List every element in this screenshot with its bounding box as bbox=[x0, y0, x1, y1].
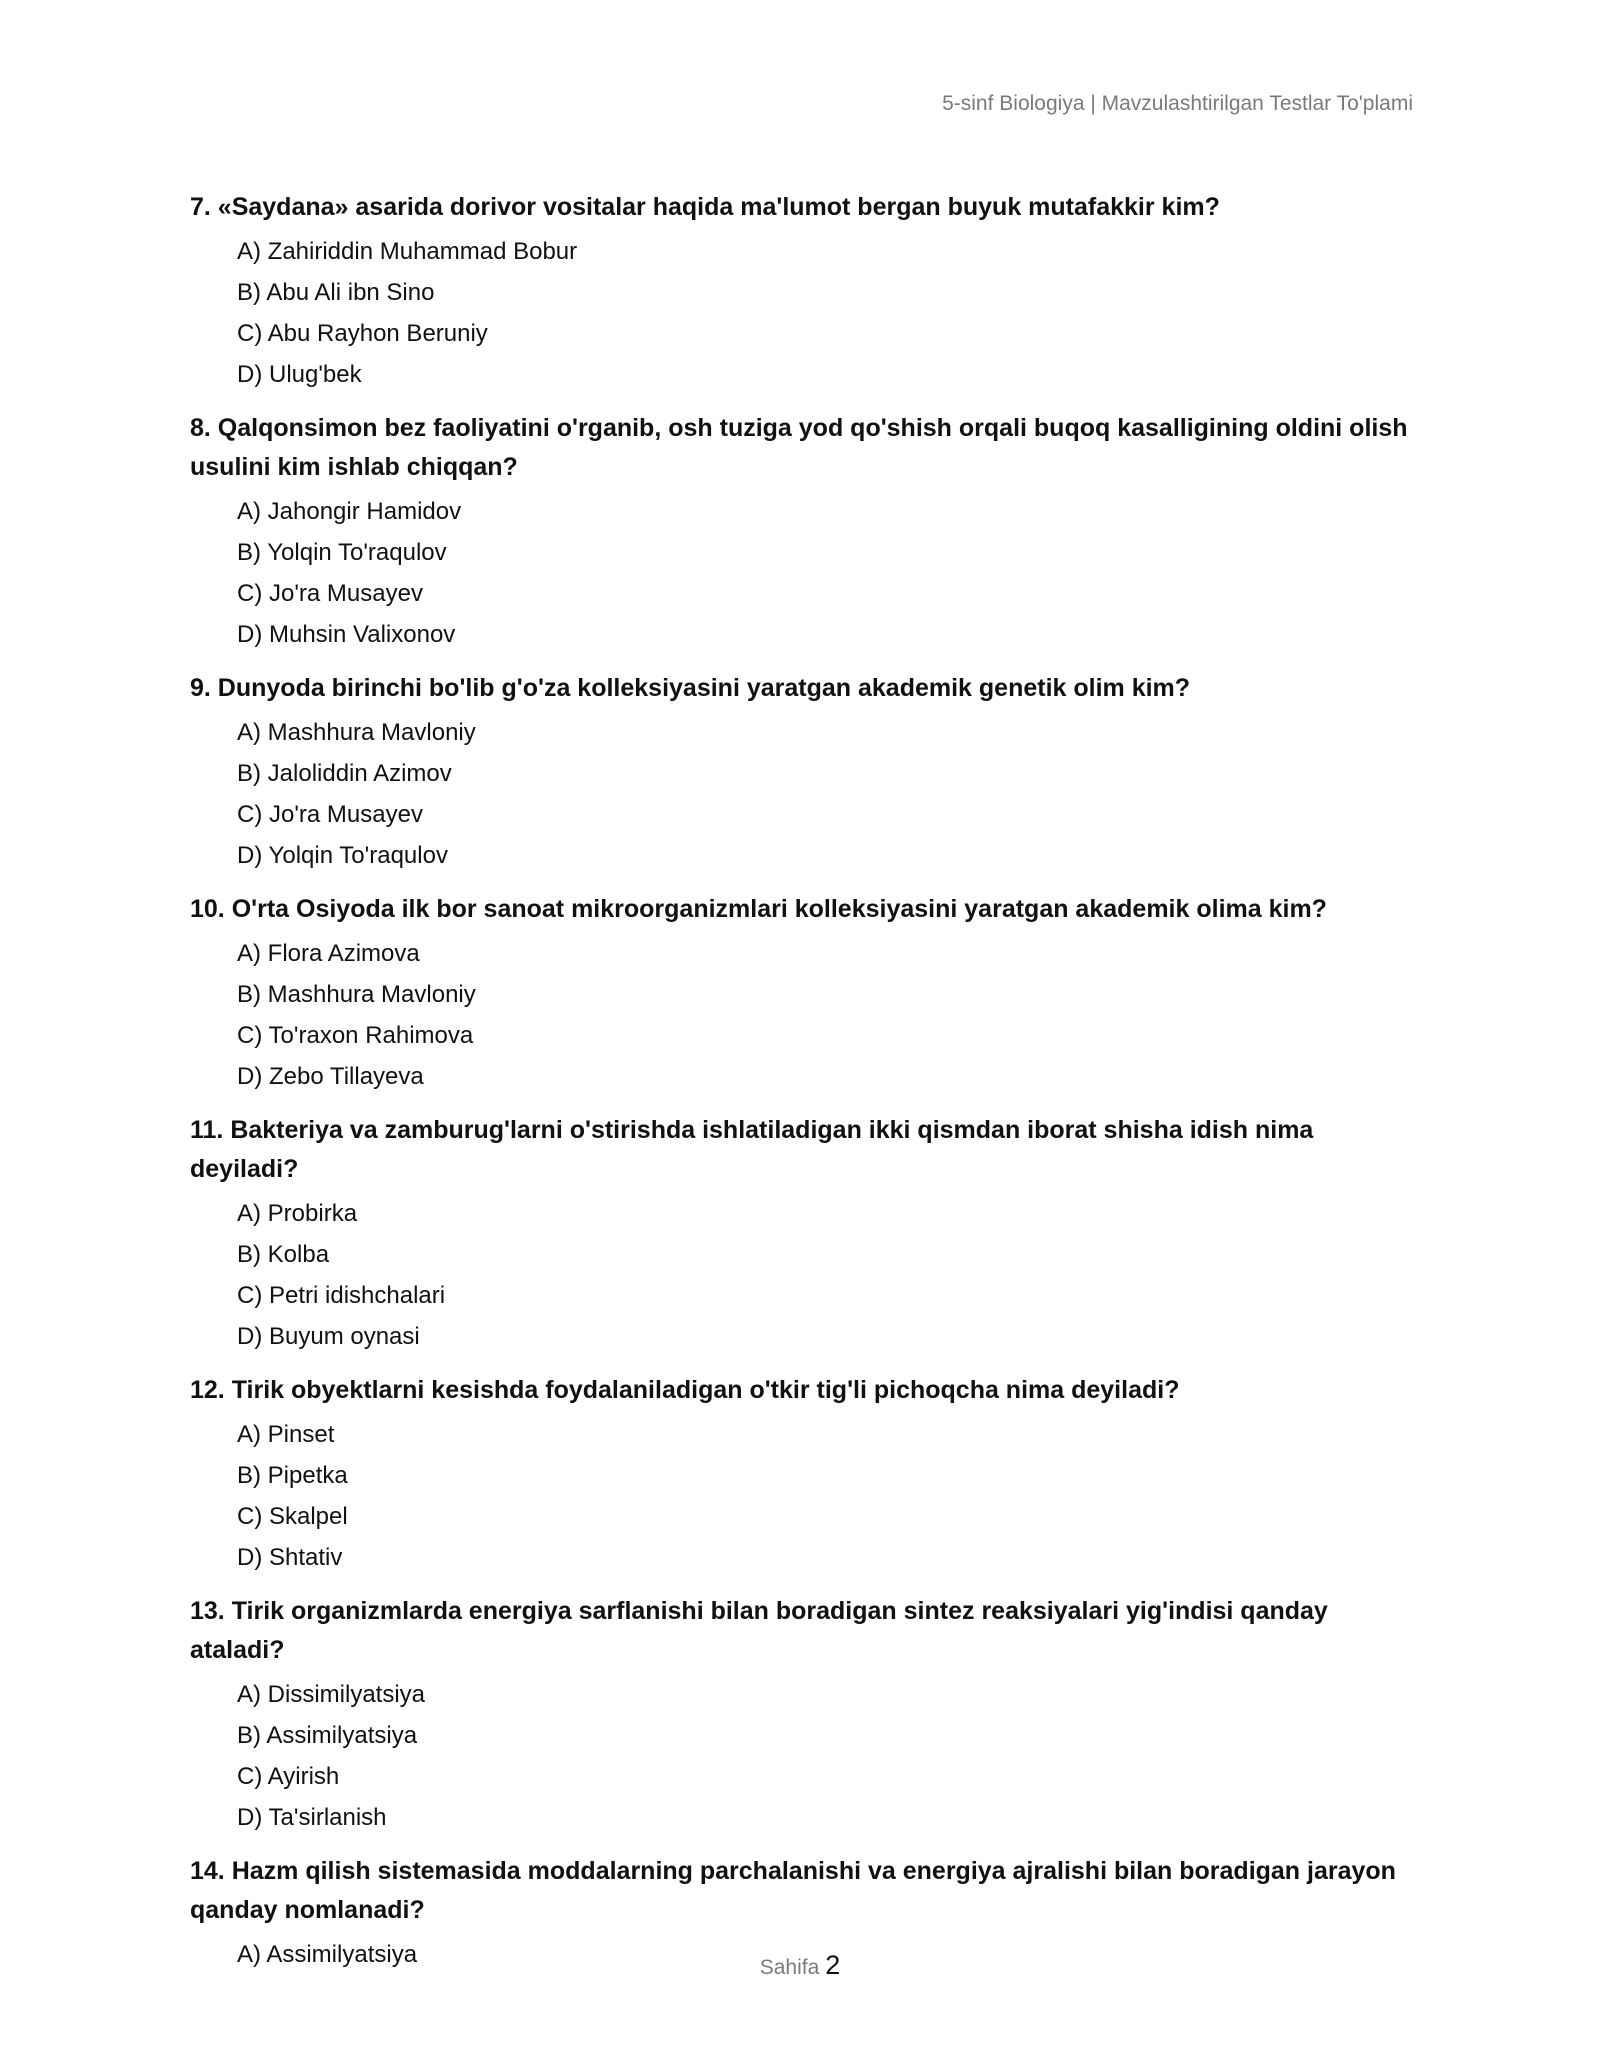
question-text: 13. Tirik organizmlarda energiya sarflanishi bilan boradigan sintez reaksiyalari yig'indisi qanday ataladi? bbox=[190, 1597, 1328, 1664]
answer-option-b: B) Assimilyatsiya bbox=[237, 1722, 418, 1749]
answer-option-c: C) To'raxon Rahimova bbox=[237, 1022, 474, 1049]
answer-option-a: A) Zahiriddin Muhammad Bobur bbox=[237, 238, 578, 265]
answer-option-c: C) Jo'ra Musayev bbox=[237, 580, 423, 607]
question-8 bbox=[190, 409, 1420, 655]
answer-option-b: B) Mashhura Mavloniy bbox=[237, 981, 476, 1008]
page-number: 2 bbox=[825, 1950, 841, 1980]
answer-option-a: A) Jahongir Hamidov bbox=[237, 498, 462, 525]
question-text: 10. O'rta Osiyoda ilk bor sanoat mikroorganizmlari kolleksiyasini yaratgan akademik olima kim? bbox=[190, 895, 1327, 923]
question-11 bbox=[190, 1111, 1420, 1357]
answer-option-a: A) Pinset bbox=[237, 1421, 335, 1448]
answer-option-c: C) Skalpel bbox=[237, 1503, 348, 1530]
question-text: 7. «Saydana» asarida dorivor vositalar haqida ma'lumot bergan buyuk mutafakkir kim? bbox=[190, 193, 1220, 221]
question-9 bbox=[190, 669, 1420, 876]
answer-option-a: A) Mashhura Mavloniy bbox=[237, 719, 476, 746]
answer-option-a: A) Flora Azimova bbox=[237, 940, 420, 967]
answer-option-b: B) Kolba bbox=[237, 1241, 330, 1268]
answer-option-a: A) Probirka bbox=[237, 1200, 358, 1227]
question-7 bbox=[190, 188, 1420, 395]
answer-option-a: A) Dissimilyatsiya bbox=[237, 1681, 426, 1708]
answer-option-b: B) Pipetka bbox=[237, 1462, 348, 1489]
answer-option-d: D) Shtativ bbox=[237, 1544, 343, 1571]
answer-option-c: C) Petri idishchalari bbox=[237, 1282, 446, 1309]
page-label: Sahifa bbox=[759, 1956, 820, 1979]
page-footer bbox=[0, 1950, 1600, 1981]
answer-option-d: D) Ta'sirlanish bbox=[237, 1804, 387, 1831]
question-12 bbox=[190, 1371, 1420, 1578]
answer-option-c: C) Ayirish bbox=[237, 1763, 340, 1790]
answer-option-b: B) Yolqin To'raqulov bbox=[237, 539, 447, 566]
question-list bbox=[190, 188, 1420, 1989]
question-text: 14. Hazm qilish sistemasida moddalarning parchalanishi va energiya ajralishi bilan boradigan jarayon qanday nomlanadi? bbox=[190, 1857, 1396, 1924]
answer-option-d: D) Ulug'bek bbox=[237, 361, 362, 388]
answer-option-d: D) Buyum oynasi bbox=[237, 1323, 420, 1350]
answer-option-d: D) Zebo Tillayeva bbox=[237, 1063, 424, 1090]
answer-option-b: B) Abu Ali ibn Sino bbox=[237, 279, 435, 306]
question-text: 9. Dunyoda birinchi bo'lib g'o'za kolleksiyasini yaratgan akademik genetik olim kim? bbox=[190, 674, 1191, 702]
page-header: 5-sinf Biologiya | Mavzulashtirilgan Testlar To'plami bbox=[942, 92, 1413, 115]
answer-option-b: B) Jaloliddin Azimov bbox=[237, 760, 452, 787]
question-10 bbox=[190, 890, 1420, 1097]
answer-option-c: C) Abu Rayhon Beruniy bbox=[237, 320, 488, 347]
question-13 bbox=[190, 1592, 1420, 1838]
question-text: 8. Qalqonsimon bez faoliyatini o'rganib, osh tuziga yod qo'shish orqali buqoq kasalligining oldini olish usulini kim ishlab chiqqan? bbox=[190, 414, 1408, 481]
answer-option-c: C) Jo'ra Musayev bbox=[237, 801, 423, 828]
question-text: 11. Bakteriya va zamburug'larni o'stirishda ishlatiladigan ikki qismdan iborat shisha idish nima deyiladi? bbox=[190, 1116, 1314, 1183]
answer-option-d: D) Yolqin To'raqulov bbox=[237, 842, 448, 869]
question-text: 12. Tirik obyektlarni kesishda foydalaniladigan o'tkir tig'li pichoqcha nima deyiladi? bbox=[190, 1376, 1180, 1404]
answer-option-d: D) Muhsin Valixonov bbox=[237, 621, 456, 648]
answer-option-a: A) Assimilyatsiya bbox=[237, 1941, 418, 1968]
